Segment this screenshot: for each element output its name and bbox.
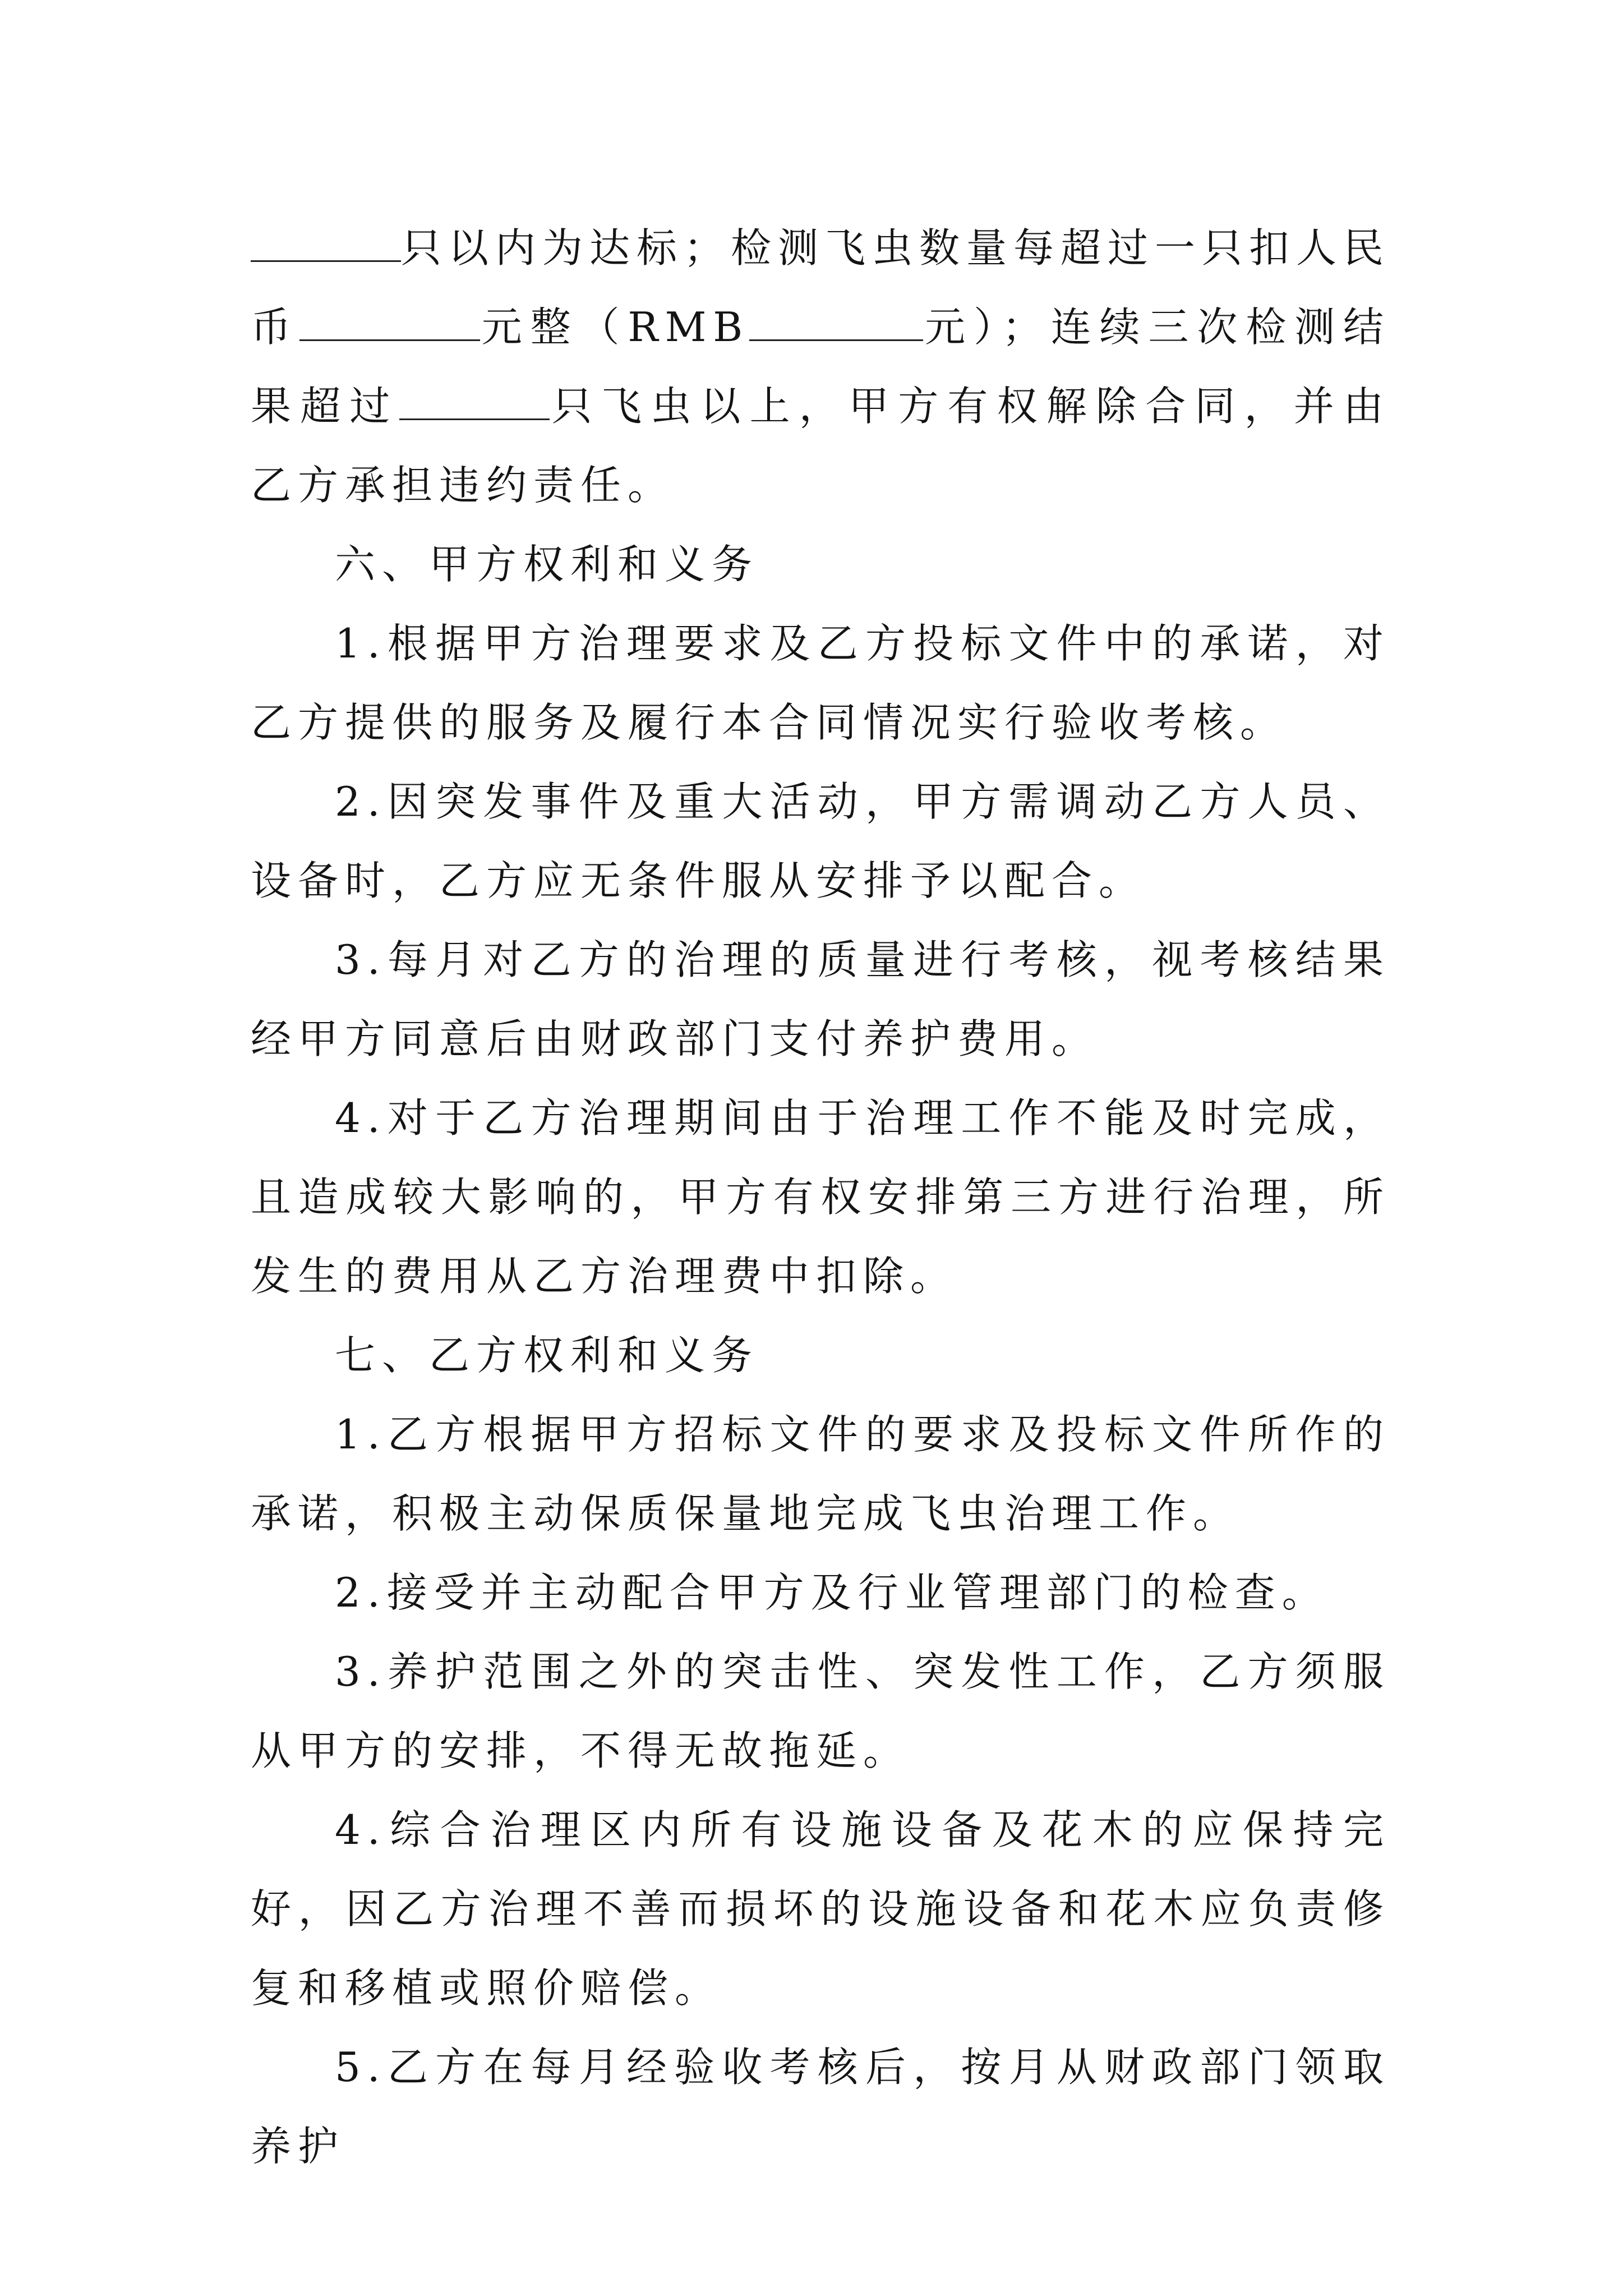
blank-line	[299, 306, 480, 341]
paragraph-text: 只以内为达标；检测飞虫数量每超过一只扣人民币	[251, 224, 1391, 351]
section-heading: 七、乙方权利和义务	[335, 1332, 759, 1379]
clause-paragraph: 4.综合治理区内所有设施设备及花木的应保持完好，因乙方治理不善而损坏的设施设备和花木应负责修复和移植或照价赔偿。	[251, 1806, 1390, 2012]
blank-line	[749, 306, 923, 341]
clause-paragraph: 2.因突发事件及重大活动，甲方需调动乙方人员、设备时，乙方应无条件服从安排予以配合。	[251, 778, 1390, 904]
paragraph-text: 元）；连续三次检测结果超过	[251, 303, 1390, 430]
clause-paragraph: 4.对于乙方治理期间由于治理工作不能及时完成，且造成较大影响的，甲方有权安排第三方进行治理，所发生的费用从乙方治理费中扣除。	[251, 1094, 1390, 1300]
clause-paragraph: 3.每月对乙方的治理的质量进行考核，视考核结果经甲方同意后由财政部门支付养护费用。	[251, 936, 1390, 1062]
clause-paragraph: 2.接受并主动配合甲方及行业管理部门的检查。	[335, 1569, 1329, 1616]
paragraph-text: 元整（RMB	[479, 303, 750, 351]
clause-paragraph: 3.养护范围之外的突击性、突发性工作，乙方须服从甲方的安排，不得无故拖延。	[251, 1648, 1390, 1774]
clause-paragraph: 1.乙方根据甲方招标文件的要求及投标文件所作的承诺，积极主动保质保量地完成飞虫治理工作。	[251, 1411, 1390, 1537]
section-heading: 六、甲方权利和义务	[335, 541, 759, 588]
paragraph-text: 只飞虫以上，甲方有权解除合同，并由乙方承担违约责任。	[251, 383, 1390, 509]
continued-paragraph	[251, 209, 1390, 525]
document-body	[251, 209, 1390, 2186]
blank-line	[399, 385, 550, 420]
blank-line	[251, 227, 401, 262]
clause-paragraph: 5.乙方在每月经验收考核后，按月从财政部门领取养护	[251, 2044, 1390, 2170]
clause-paragraph: 1.根据甲方治理要求及乙方投标文件中的承诺，对乙方提供的服务及履行本合同情况实行验收考核。	[251, 620, 1390, 746]
